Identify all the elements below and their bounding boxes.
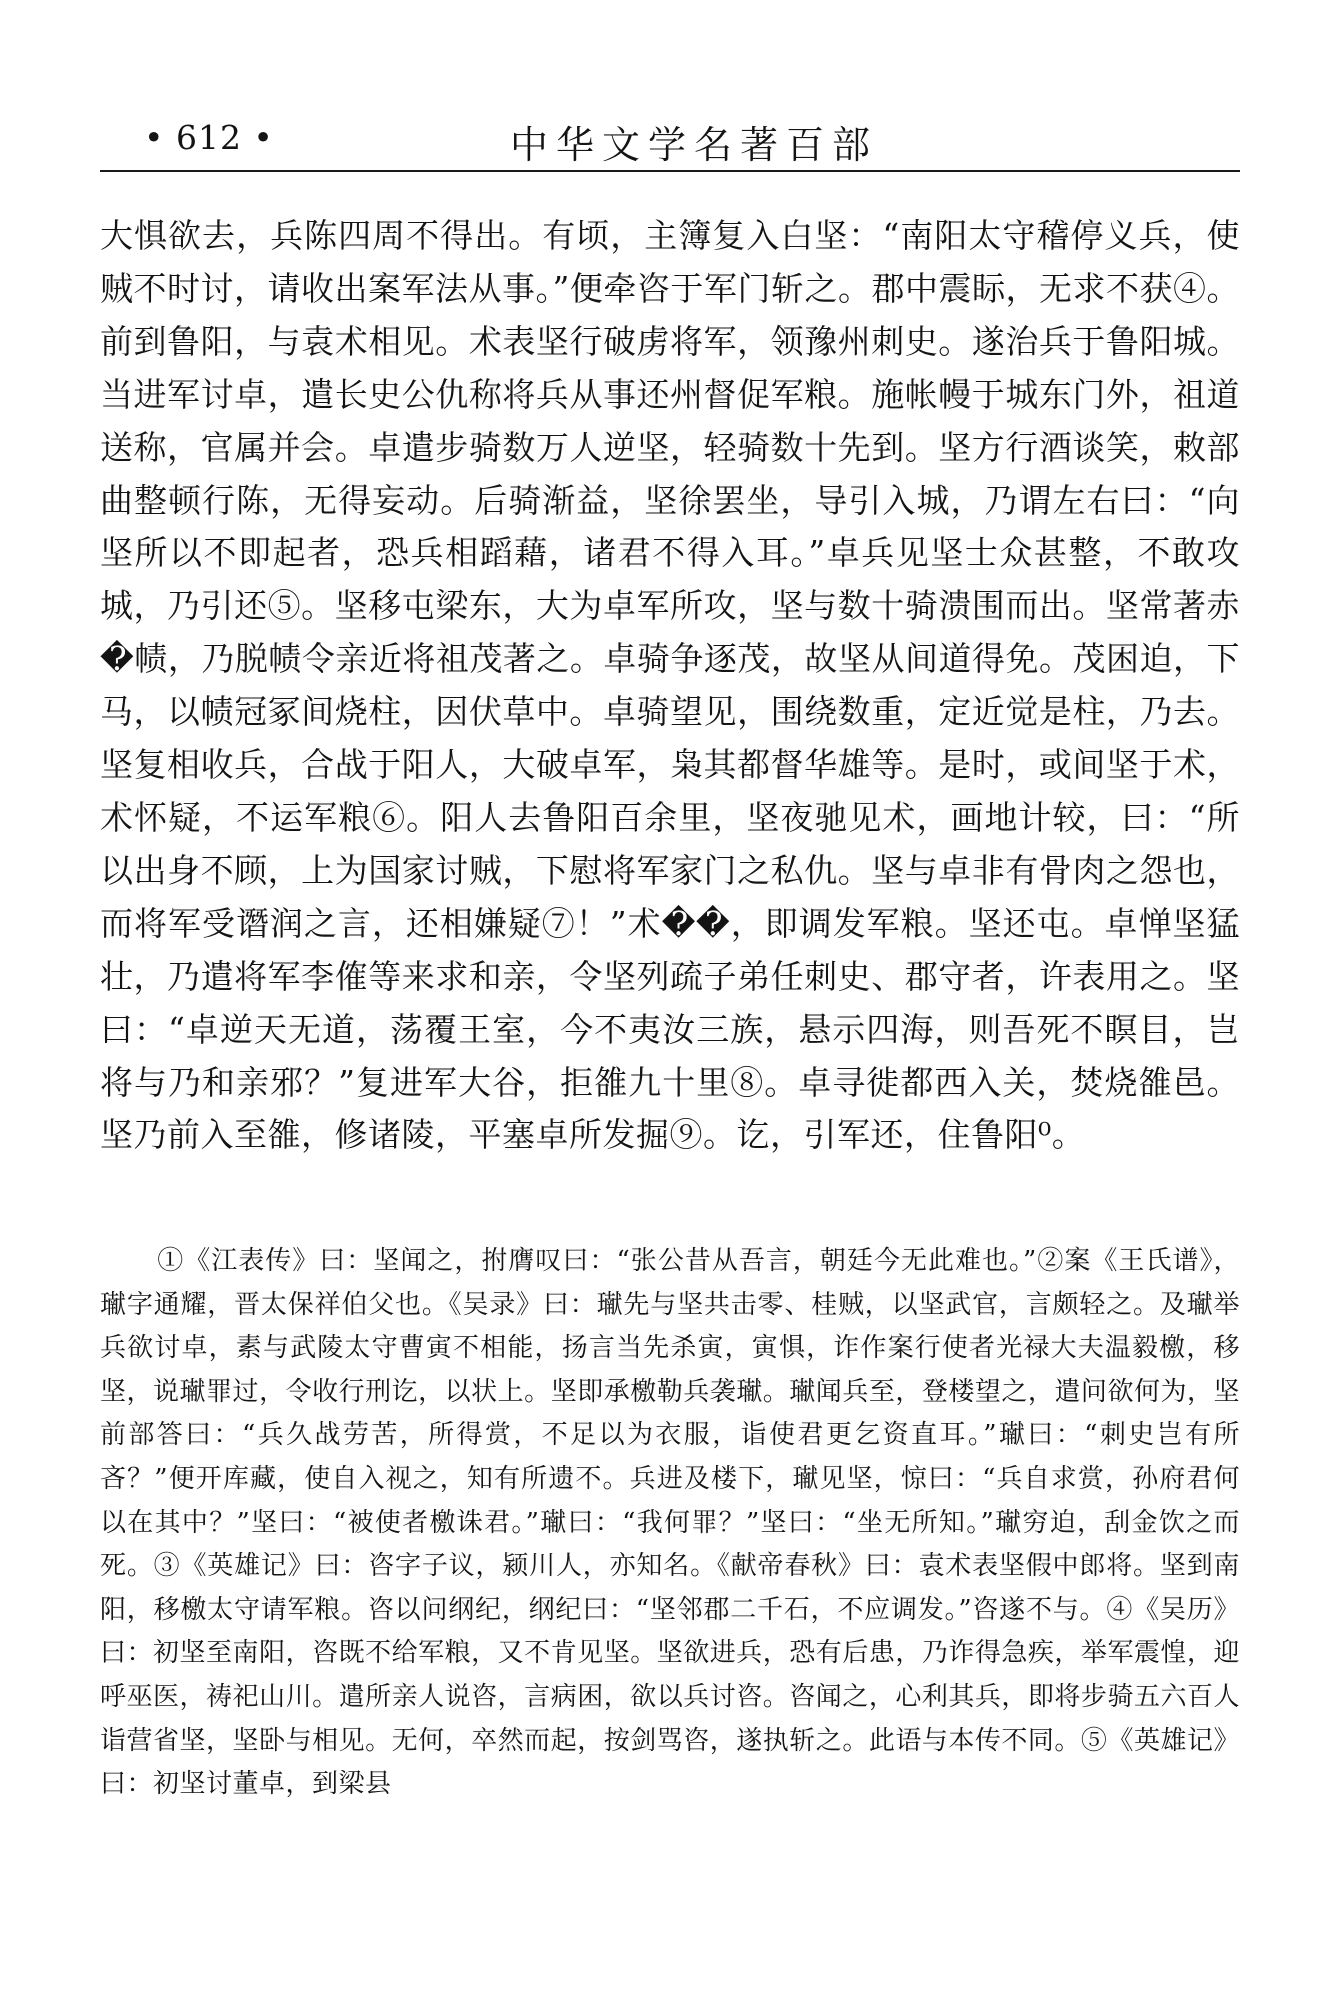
- page-number: • 612 •: [144, 118, 274, 157]
- main-paragraph: 大惧欲去，兵陈四周不得出。有顷，主簿复入白坚：“南阳太守稽停义兵，使贼不时讨，请收出案军法从事。”便牵咨于军门斩之。郡中震眎，无求不获④。前到鲁阳，与袁术相见。术表坚行破虏将军，领豫州刺史。遂治兵于鲁阳城。当进军讨卓，遣长史公仇称将兵从事还州督促军粮。施帐幔于城东门外，祖道送称，官属并会。卓遣步骑数万人逆坚，轻骑数十先到。坚方行酒谈笑，敕部曲整顿行陈，无得妄动。后骑渐益，坚徐罢坐，导引入城，乃谓左右曰：“向坚所以不即起者，恐兵相蹈藉，诸君不得入耳。”卓兵见坚士众甚整，不敢攻城，乃引还⑤。坚移屯梁东，大为卓军所攻，坚与数十骑溃围而出。坚常著赤�帻，乃脱帻令亲近将祖茂著之。卓骑争逐茂，故坚从间道得免。茂困迫，下马，以帻冠冢间烧柱，因伏草中。卓骑望见，围绕数重，定近觉是柱，乃去。坚复相收兵，合战于阳人，大破卓军，枭其都督华雄等。是时，或间坚于术，术怀疑，不运军粮⑥。阳人去鲁阳百余里，坚夜驰见术，画地计较，曰：“所以出身不顾，上为国家讨贼，下慰将军家门之私仇。坚与卓非有骨肉之怨也，而将军受谮润之言，还相嫌疑⑦！”术��，即调发军粮。坚还屯。卓惮坚猛壮，乃遣将军李傕等来求和亲，令坚列疏子弟任刺史、郡守者，许表用之。坚曰：“卓逆天无道，荡覆王室，今不夷汝三族，悬示四海，则吾死不瞑目，岂将与乃和亲邪？”复进军大谷，拒雒九十里⑧。卓寻徙都西入关，焚烧雒邑。坚乃前入至雒，修诸陵，平塞卓所发掘⑨。讫，引军还，住鲁阳⁰。: [100, 216, 1240, 1155]
- header-rule: [100, 170, 1240, 172]
- annotations: [100, 1240, 1240, 1807]
- page-header: [100, 112, 1240, 168]
- annotation-paragraph: ①《江表传》曰：坚闻之，拊膺叹曰：“张公昔从吾言，朝廷今无此难也。”②案《王氏谱》，𤩽字通耀，晋太保祥伯父也。《吴录》曰：𤩽先与坚共击零、桂贼，以坚武官，言颇轻之。及𤩽举兵欲讨卓，素与武陵太守曹寅不相能，扬言当先杀寅，寅惧，诈作案行使者光禄大夫温毅檄，移坚，说𤩽罪过，令收行刑讫，以状上。坚即承檄勒兵袭𤩽。𤩽闻兵至，登楼望之，遣问欲何为，坚前部答曰：“兵久战劳苦，所得赏，不足以为衣服，诣使君更乞资直耳。”𤩽曰：“刺史岂有所吝？”便开库藏，使自入视之，知有所遗不。兵进及楼下，𤩽见坚，惊曰：“兵自求赏，孙府君何以在其中？”坚曰：“被使者檄诛君。”𤩽曰：“我何罪？”坚曰：“坐无所知。”𤩽穷迫，刮金饮之而死。③《英雄记》曰：咨字子议，颍川人，亦知名。《献帝春秋》曰：袁术表坚假中郎将。坚到南阳，移檄太守请军粮。咨以问纲纪，纲纪曰：“坚邻郡二千石，不应调发。”咨遂不与。④《吴历》曰：初坚至南阳，咨既不给军粮，又不肯见坚。坚欲进兵，恐有后患，乃诈得急疾，举军震惶，迎呼巫医，祷祀山川。遣所亲人说咨，言病困，欲以兵讨咨。咨闻之，心利其兵，即将步骑五六百人诣营省坚，坚卧与相见。无何，卒然而起，按剑骂咨，遂执斩之。此语与本传不同。⑤《英雄记》曰：初坚讨董卓，到梁县: [100, 1246, 1240, 1800]
- book-title: 中华文学名著百部: [510, 123, 879, 167]
- main-text: [100, 210, 1240, 1162]
